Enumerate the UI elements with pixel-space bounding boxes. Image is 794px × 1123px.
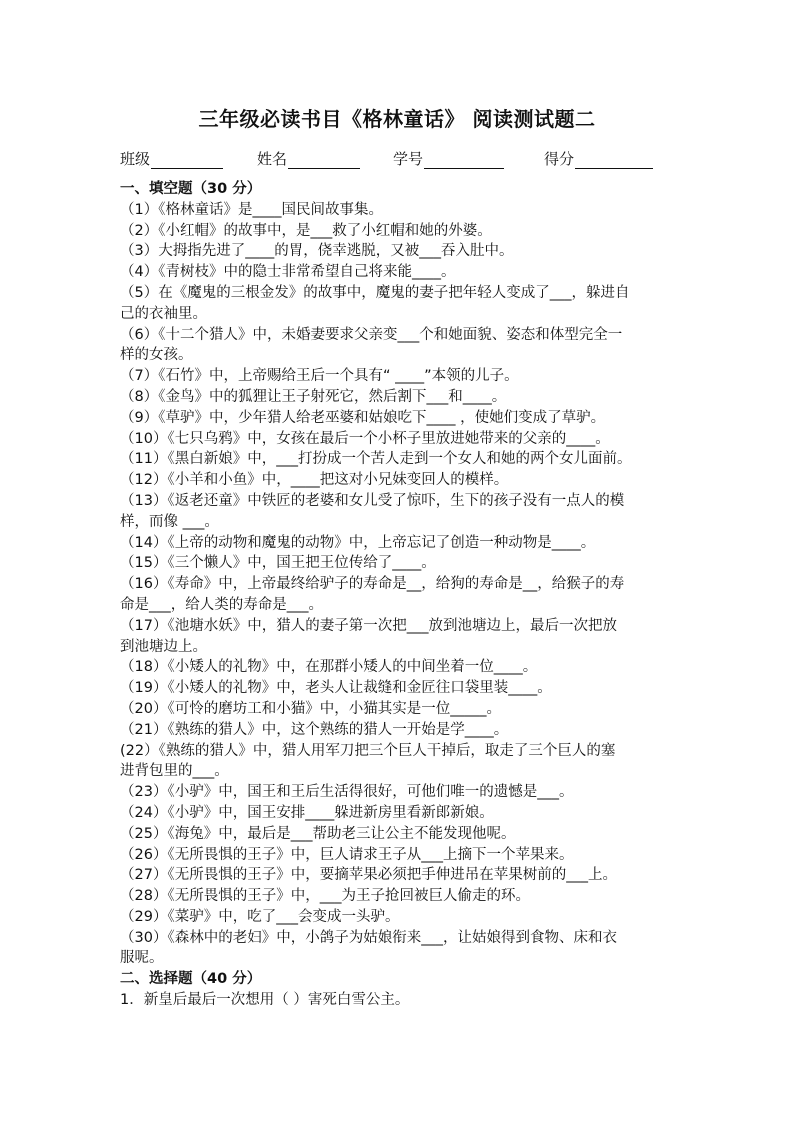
question-content [120,179,690,1011]
question-line: （1）《格林童话》是____国民间故事集。 [120,201,383,218]
question-line: （24）《小驴》中，国王安排____躲进新房里看新郎新娘。 [120,804,494,821]
question-line: （10）《七只乌鸦》中，女孩在最后一个小杯子里放进她带来的父亲的____。 [120,430,610,447]
question-line: （29）《菜驴》中，吃了___会变成一头驴。 [120,908,400,925]
student-number-field [393,148,504,169]
question-line: （13）《返老还童》中铁匠的老婆和女儿受了惊吓，生下的孩子没有一点人的模 [120,492,625,509]
class-field [120,148,223,169]
question-line: （25）《海兔》中，最后是___帮助老三让公主不能发现他呢。 [120,825,516,842]
question-line: （20）《可怜的磨坊工和小猫》中，小猫其实是一位_____。 [120,700,501,717]
question-line: （18）《小矮人的礼物》中，在那群小矮人的中间坐着一位____。 [120,659,538,676]
question-line: （28）《无所畏惧的王子》中，___为王子抢回被巨人偷走的环。 [120,888,530,905]
score-blank[interactable] [575,153,653,169]
student-number-blank[interactable] [424,153,504,169]
fill-in-question-list [120,200,690,969]
question-line: （19）《小矮人的礼物》中，老头人让裁缝和金匠往口袋里装____。 [120,680,552,697]
question-line: （6）《十二个猎人》中，未婚妻要求父亲变___个和她面貌、姿态和体型完全一 [120,326,623,343]
student-number-label: 学号 [393,150,424,168]
name-label: 姓名 [257,150,288,168]
class-blank[interactable] [151,153,223,169]
question-line: （14）《上帝的动物和魔鬼的动物》中，上帝忘记了创造一种动物是____。 [120,534,596,551]
question-line: （23）《小驴》中，国王和王后生活得很好，可他们唯一的遗憾是___。 [120,784,574,801]
question-line: 命是___，给人类的寿命是___。 [120,596,323,613]
question-line: （26）《无所畏惧的王子》中，巨人请求王子从___上摘下一个苹果来。 [120,846,574,863]
question-line: 服呢。 [120,950,164,967]
question-line: （30）《森林中的老妇》中，小鸽子为姑娘衔来___，让姑娘得到食物、床和衣 [120,929,617,946]
question-line: (22）《熟练的猎人》中，猎人用军刀把三个巨人干掉后，取走了三个巨人的塞 [120,742,616,759]
section-fill-in-heading: 一、填空题（30 分） [120,181,262,197]
class-label: 班级 [120,150,151,168]
choice-question-1: 1．新皇后最后一次想用（ ）害死白雪公主。 [120,992,410,1009]
question-line: （2）《小红帽》的故事中，是___救了小红帽和她的外婆。 [120,222,492,239]
question-line: 己的衣袖里。 [120,305,207,322]
question-line: （21）《熟练的猎人》中，这个熟练的猎人一开始是学____。 [120,721,509,738]
question-line: 样，而像 ___。 [120,513,219,530]
question-line: （15）《三个懒人》中，国王把王位传给了____。 [120,555,436,572]
question-line: （17）《池塘水妖》中，猎人的妻子第一次把___放到池塘边上，最后一次把放 [120,617,617,634]
page-title: 三年级必读书目《格林童话》 阅读测试题二 [198,107,596,131]
question-line: （8）《金鸟》中的狐狸让王子射死它，然后割下___和____。 [120,388,507,405]
question-line: （5）在《魔鬼的三根金发》的故事中，魔鬼的妻子把年轻人变成了___，躲进自 [120,284,630,301]
student-info-row [120,148,680,170]
question-line: 进背包里的___。 [120,763,229,780]
question-line: （4）《青树枝》中的隐士非常希望自己将来能____。 [120,264,456,281]
question-line: （3）大拇指先进了____的胃，侥幸逃脱，又被___吞入肚中。 [120,243,514,260]
question-line: （27）《无所畏惧的王子》中，要摘苹果必须把手伸进吊在苹果树前的___上。 [120,867,617,884]
question-line: （7）《石竹》中，上帝赐给王后一个具有“ ____”本领的儿子。 [120,368,519,385]
question-line: 到池塘边上。 [120,638,207,655]
question-line: （12）《小羊和小鱼》中，____把这对小兄妹变回人的模样。 [120,472,509,489]
name-field [257,148,360,169]
question-line: （11）《黑白新娘》中，___打扮成一个苦人走到一个女人和她的两个女儿面前。 [120,451,632,468]
question-line: 样的女孩。 [120,347,193,364]
question-line: （9）《草驴》中，少年猎人给老巫婆和姑娘吃下____ ，使她们变成了草驴。 [120,409,606,426]
question-line: （16）《寿命》中，上帝最终给驴子的寿命是__，给狗的寿命是__，给猴子的寿 [120,576,625,593]
section-multiple-choice-heading: 二、选择题（40 分） [120,971,262,988]
name-blank[interactable] [288,153,360,169]
score-label: 得分 [544,150,575,168]
score-field [544,148,653,169]
